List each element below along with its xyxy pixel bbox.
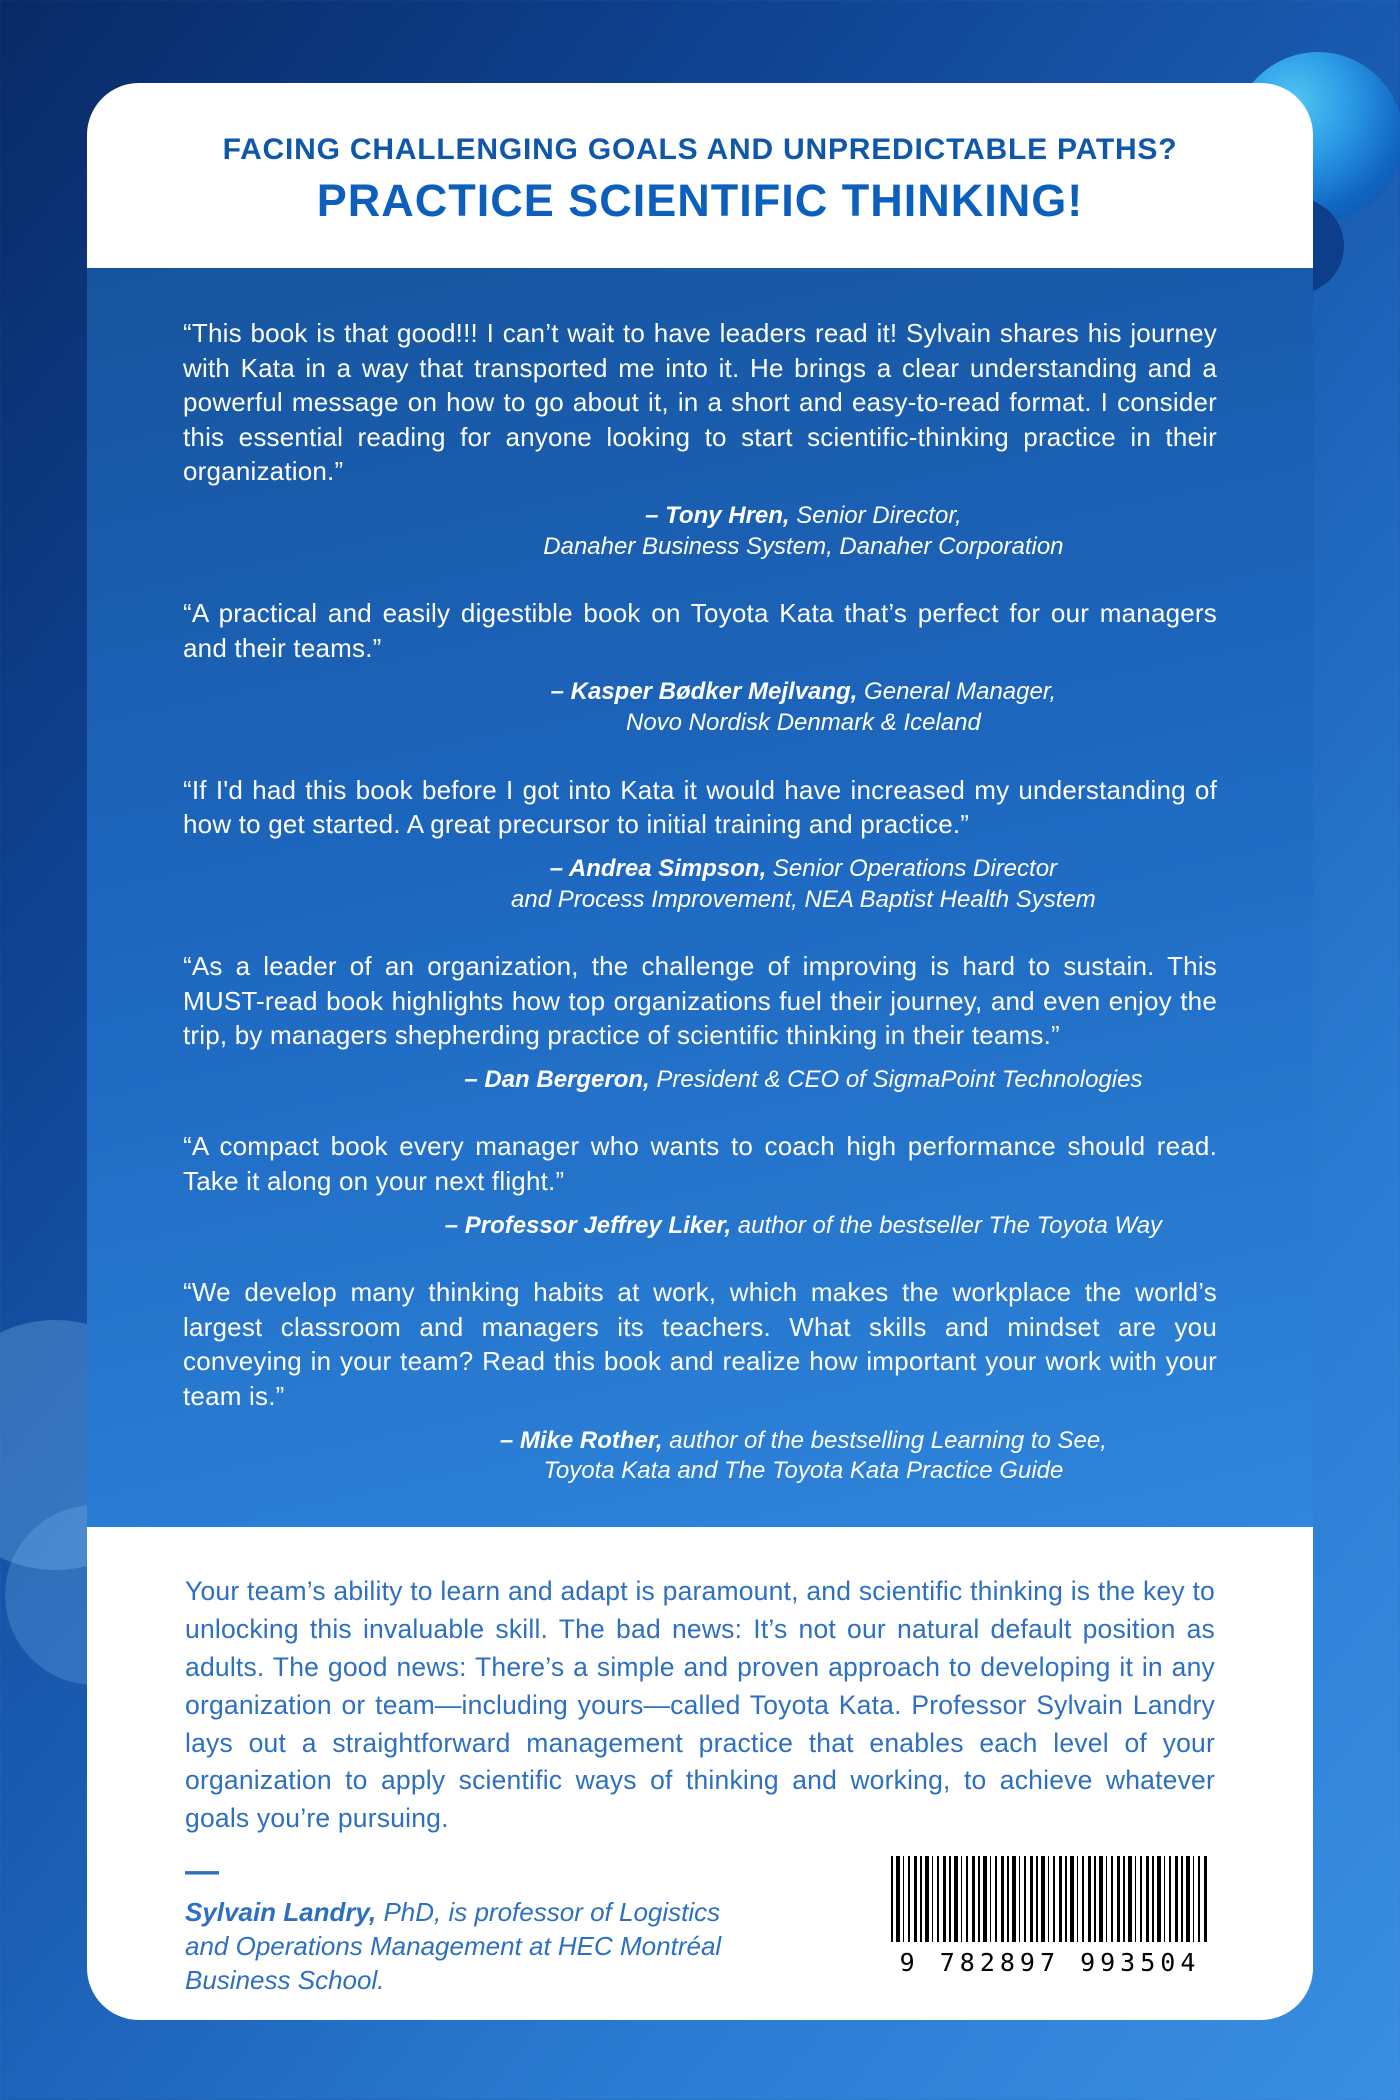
testimonial-attribution [183, 1065, 1217, 1096]
attribution-name: – Mike Rother, [499, 1426, 663, 1454]
author-name: Sylvain Landry, [185, 1897, 377, 1928]
attribution-name: – Andrea Simpson, [549, 854, 767, 882]
testimonial-attribution [183, 854, 1217, 915]
author-bio-rest: PhD, is professor of Logistics and Operations Management at HEC Montréal Business School. [185, 1897, 722, 1995]
author-bio-dash: — [185, 1852, 219, 1891]
testimonial-attribution [183, 1426, 1217, 1487]
testimonial-text: “As a leader of an organization, the challenge of improving is hard to sustain. This MUST-read book highlights how top organizations fuel their journey, and even enjoy the trip, by managers shepherding practice of scientific thinking in their teams.” [183, 951, 1217, 1051]
attribution-line2: Danaher Business System, Danaher Corporation [543, 532, 1064, 560]
testimonial-text: “We develop many thinking habits at work, which makes the workplace the world’s largest classroom and managers its teachers. What skills and mindset are you conveying in your team? Read this book and realize how important your work with your team is.” [183, 1277, 1217, 1411]
attribution-name: – Tony Hren, [645, 501, 790, 529]
attribution-line2: Novo Nordisk Denmark & Iceland [625, 709, 981, 737]
attribution-name: – Kasper Bødker Mejlvang, [550, 678, 858, 706]
testimonial-text: “If I'd had this book before I got into Kata it would have increased my understanding of how to get started. A great precursor to initial training and practice.” [183, 774, 1217, 840]
testimonial-text: “A practical and easily digestible book on Toyota Kata that’s perfect for our managers and their teams.” [183, 598, 1217, 663]
author-bio-text [185, 1896, 770, 1997]
isbn-number: 9 782897 993504 [899, 1948, 1201, 1978]
synopsis-text: Your team’s ability to learn and adapt is paramount, and scientific thinking is the key to unlocking this invaluable skill. The bad news: It’s not our natural default position as adults. The good news: There’s a simple and proven approach to developing it in any organization or team—including yours—called Toyota Kata. Professor Sylvain Landry lays out a straightforward management practice that enables each level of your organization to apply scientific ways of thinking and working, to achieve whatever goals you’re pursuing. [185, 1576, 1215, 1834]
testimonial-attribution [183, 1211, 1217, 1242]
author-bio [185, 1854, 770, 1997]
testimonials-section [87, 268, 1313, 1527]
attribution-name: – Professor Jeffrey Liker, [444, 1211, 732, 1239]
testimonial-5 [183, 1129, 1217, 1241]
testimonial-text: “A compact book every manager who wants to coach high performance should read. Take it along on your next flight.” [183, 1131, 1217, 1197]
barcode-bars [891, 1856, 1209, 1942]
attribution-role: Senior Director, [789, 501, 962, 529]
author-and-barcode-row [185, 1854, 1215, 1997]
testimonial-attribution [183, 677, 1217, 738]
headline-question: FACING CHALLENGING GOALS AND UNPREDICTABLE PATHS? [222, 133, 1178, 166]
book-back-cover [87, 83, 1313, 2020]
testimonial-3 [183, 773, 1217, 916]
headline-section [87, 83, 1313, 268]
attribution-line2: Toyota Kata and The Toyota Kata Practice Guide [543, 1457, 1064, 1485]
testimonial-6 [183, 1275, 1217, 1487]
testimonial-2 [183, 596, 1217, 739]
testimonial-4 [183, 949, 1217, 1095]
isbn-barcode [885, 1854, 1215, 1977]
attribution-role: General Manager, [857, 678, 1057, 706]
attribution-role: author of the bestselling Learning to See, [662, 1426, 1107, 1454]
attribution-line2: and Process Improvement, NEA Baptist Health System [511, 885, 1096, 913]
attribution-role: President & CEO of SigmaPoint Technologies [649, 1065, 1143, 1093]
headline-answer: PRACTICE SCIENTIFIC THINKING! [316, 175, 1084, 226]
attribution-name: – Dan Bergeron, [464, 1065, 650, 1093]
attribution-role: author of the bestseller The Toyota Way [731, 1211, 1163, 1239]
synopsis-section [87, 1527, 1313, 2020]
testimonial-1 [183, 316, 1217, 562]
testimonial-text: “This book is that good!!! I can’t wait to have leaders read it! Sylvain shares his journey with Kata in a way that transported me into it. He brings a clear understanding and a powerful message on how to go about it, in a short and easy-to-read format. I consider this essential reading for anyone looking to start scientific-thinking practice in their organization.” [183, 318, 1217, 487]
testimonial-attribution [183, 501, 1217, 562]
attribution-role: Senior Operations Director [766, 854, 1058, 882]
